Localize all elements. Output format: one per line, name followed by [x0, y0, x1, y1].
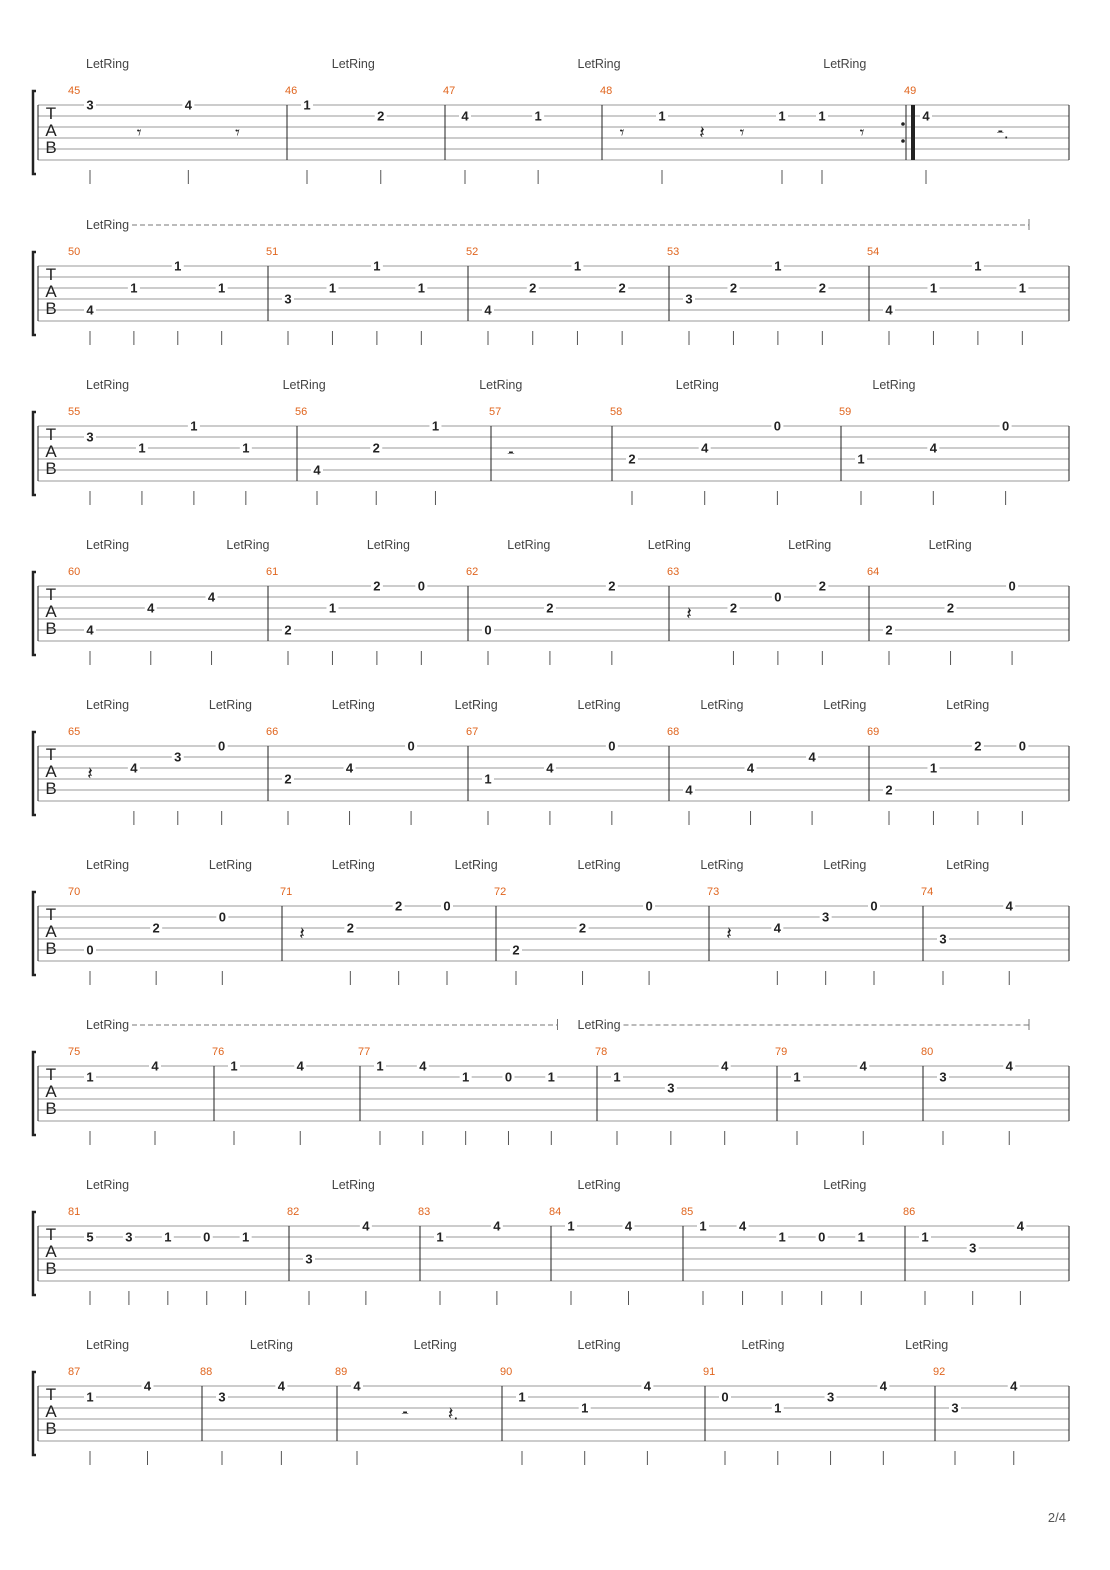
measure-number: 75: [68, 1046, 81, 1058]
measure-number: 56: [295, 406, 308, 418]
rest-symbol: 𝄽: [87, 763, 93, 784]
fret-number: 2: [885, 622, 893, 638]
fret-number: 0: [218, 909, 226, 925]
measure-number: 51: [266, 246, 279, 258]
fret-number: 1: [417, 280, 425, 296]
let-ring-label: LetRing: [788, 538, 832, 552]
fret-number: 4: [929, 440, 937, 456]
rest-symbol: 𝄽: [726, 923, 732, 944]
fret-number: 2: [284, 622, 292, 638]
fret-number: 3: [86, 97, 94, 113]
tab-clef-letter: T: [45, 905, 57, 924]
fret-number: 1: [174, 258, 182, 274]
let-ring-label: LetRing: [413, 1338, 457, 1352]
tab-clef-letter: T: [45, 745, 57, 764]
system-bracket: [33, 1212, 36, 1295]
fret-number: 2: [946, 600, 955, 616]
measure-number: 46: [285, 85, 298, 97]
let-ring-label: LetRing: [905, 1338, 949, 1352]
fret-number: 2: [618, 280, 626, 296]
tab-system: [33, 1018, 1069, 1145]
fret-number: 1: [462, 1069, 470, 1085]
measure-number: 85: [681, 1206, 694, 1218]
fret-number: 3: [939, 1069, 947, 1085]
let-ring-label: LetRing: [86, 218, 130, 232]
fret-number: 2: [373, 578, 381, 594]
rest-symbol: 𝄼: [401, 1403, 409, 1424]
measure-number: 78: [595, 1046, 608, 1058]
repeat-end-barline: [911, 105, 915, 160]
fret-number: 1: [242, 1229, 250, 1245]
let-ring-label: LetRing: [507, 538, 551, 552]
let-ring-label: LetRing: [454, 858, 498, 872]
measure-number: 88: [200, 1366, 213, 1378]
tab-clef-letter: A: [45, 121, 57, 140]
let-ring-label: LetRing: [647, 538, 691, 552]
fret-number: 3: [667, 1080, 675, 1096]
let-ring-label: LetRing: [86, 57, 130, 71]
let-ring-label: LetRing: [577, 1338, 621, 1352]
measure-number: 70: [68, 886, 81, 898]
fret-number: 0: [1008, 578, 1016, 594]
fret-number: 4: [151, 1058, 159, 1074]
tab-clef-letter: T: [45, 265, 57, 284]
fret-number: 4: [353, 1378, 361, 1394]
measure-number: 81: [68, 1206, 81, 1218]
tab-system: [33, 858, 1069, 985]
tab-clef-letter: T: [45, 1225, 57, 1244]
measure-number: 69: [867, 726, 880, 738]
tab-clef-letter: A: [45, 1242, 57, 1261]
let-ring-label: LetRing: [86, 858, 130, 872]
tab-clef-letter: B: [45, 299, 57, 318]
fret-number: 1: [547, 1069, 555, 1085]
fret-number: 1: [974, 258, 982, 274]
measure-number: 71: [280, 886, 293, 898]
measure-number: 87: [68, 1366, 81, 1378]
tab-clef-letter: B: [45, 1259, 57, 1278]
fret-number: 1: [86, 1069, 94, 1085]
fret-number: 0: [818, 1229, 826, 1245]
system-bracket: [33, 572, 36, 655]
fret-number: 2: [395, 898, 403, 914]
fret-number: 2: [818, 280, 826, 296]
tab-clef-letter: T: [45, 1065, 57, 1084]
fret-number: 3: [305, 1251, 313, 1267]
rest-symbol: 𝄽: [299, 923, 305, 944]
rest-symbol: 𝄼.: [996, 122, 1009, 143]
measure-number: 79: [775, 1046, 788, 1058]
fret-number: 0: [1001, 418, 1010, 434]
let-ring-label: LetRing: [86, 1178, 130, 1192]
measure-number: 65: [68, 726, 81, 738]
fret-number: 4: [143, 1378, 152, 1394]
measure-number: 76: [212, 1046, 225, 1058]
fret-number: 4: [721, 1058, 729, 1074]
fret-number: 1: [1018, 280, 1026, 296]
system-bracket: [33, 732, 36, 815]
tab-system: [33, 698, 1069, 825]
let-ring-label: LetRing: [872, 378, 916, 392]
measure-number: 47: [443, 85, 456, 97]
fret-number: 4: [922, 108, 930, 124]
fret-number: 1: [929, 760, 938, 776]
fret-number: 4: [296, 1058, 304, 1074]
fret-number: 4: [643, 1378, 652, 1394]
fret-number: 1: [242, 440, 250, 456]
fret-number: 1: [86, 1389, 94, 1405]
fret-number: 4: [1010, 1378, 1018, 1394]
tab-system: [33, 57, 1069, 184]
let-ring-label: LetRing: [577, 57, 621, 71]
let-ring-label: LetRing: [331, 698, 375, 712]
fret-number: 4: [86, 302, 94, 318]
measure-number: 53: [667, 246, 680, 258]
rest-symbol: 𝄽: [686, 603, 692, 624]
measure-number: 52: [466, 246, 479, 258]
fret-number: 1: [431, 418, 440, 434]
let-ring-label: LetRing: [208, 858, 252, 872]
measure-number: 80: [921, 1046, 934, 1058]
fret-number: 0: [773, 418, 782, 434]
fret-number: 4: [1005, 1058, 1013, 1074]
fret-number: 1: [190, 418, 198, 434]
fret-number: 2: [512, 942, 520, 958]
fret-number: 2: [729, 280, 738, 296]
let-ring-label: LetRing: [249, 1338, 293, 1352]
fret-number: 4: [484, 302, 492, 318]
fret-number: 3: [822, 909, 830, 925]
fret-number: 3: [685, 291, 693, 307]
fret-number: 4: [701, 440, 709, 456]
let-ring-label: LetRing: [823, 57, 867, 71]
let-ring-label: LetRing: [208, 698, 252, 712]
let-ring-label: LetRing: [454, 698, 498, 712]
let-ring-label: LetRing: [331, 858, 375, 872]
fret-number: 0: [218, 738, 226, 754]
let-ring-label: LetRing: [577, 1178, 621, 1192]
let-ring-label: LetRing: [282, 378, 326, 392]
fret-number: 2: [372, 440, 380, 456]
fret-number: 4: [207, 589, 216, 605]
fret-number: 2: [377, 108, 385, 124]
fret-number: 4: [1016, 1218, 1025, 1234]
fret-number: 4: [147, 600, 155, 616]
fret-number: 1: [929, 280, 938, 296]
tab-system: [33, 538, 1069, 665]
fret-number: 1: [164, 1229, 172, 1245]
tab-system: [33, 378, 1069, 505]
measure-number: 73: [707, 886, 720, 898]
fret-number: 0: [774, 589, 782, 605]
fret-number: 1: [303, 97, 311, 113]
let-ring-label: LetRing: [479, 378, 523, 392]
fret-number: 1: [218, 280, 226, 296]
fret-number: 2: [974, 738, 982, 754]
let-ring-label: LetRing: [946, 858, 990, 872]
fret-number: 3: [218, 1389, 226, 1405]
let-ring-label: LetRing: [946, 698, 990, 712]
measure-number: 49: [904, 85, 917, 97]
fret-number: 2: [578, 920, 587, 936]
rest-symbol: 𝄾: [739, 122, 745, 143]
fret-number: 1: [857, 1229, 865, 1245]
fret-number: 1: [573, 258, 582, 274]
fret-number: 0: [721, 1389, 729, 1405]
tab-clef-letter: B: [45, 1099, 57, 1118]
measure-number: 84: [549, 1206, 562, 1218]
fret-number: 1: [328, 600, 337, 616]
tab-system: [33, 218, 1069, 345]
let-ring-label: LetRing: [577, 858, 621, 872]
measure-number: 90: [500, 1366, 513, 1378]
rest-symbol: 𝄾: [235, 122, 240, 143]
fret-number: 0: [504, 1069, 513, 1085]
fret-number: 5: [86, 1229, 94, 1245]
fret-number: 2: [729, 600, 738, 616]
fret-number: 0: [443, 898, 451, 914]
fret-number: 3: [826, 1389, 835, 1405]
fret-number: 3: [284, 291, 292, 307]
fret-number: 3: [125, 1229, 133, 1245]
rest-symbol: 𝄼: [507, 443, 515, 464]
tab-clef-letter: T: [45, 425, 57, 444]
measure-number: 89: [335, 1366, 348, 1378]
fret-number: 4: [624, 1218, 633, 1234]
tab-clef-letter: T: [45, 585, 57, 604]
system-bracket: [33, 412, 36, 495]
tab-clef-letter: A: [45, 442, 57, 461]
measure-number: 57: [489, 406, 502, 418]
fret-number: 4: [1005, 898, 1013, 914]
fret-number: 2: [818, 578, 826, 594]
measure-number: 60: [68, 566, 81, 578]
fret-number: 1: [778, 108, 786, 124]
fret-number: 0: [608, 738, 616, 754]
measure-number: 59: [839, 406, 852, 418]
fret-number: 0: [484, 622, 492, 638]
measure-number: 74: [921, 886, 934, 898]
measure-number: 48: [600, 85, 613, 97]
fret-number: 1: [793, 1069, 801, 1085]
fret-number: 1: [567, 1218, 575, 1234]
fret-number: 1: [774, 1400, 782, 1416]
fret-number: 4: [184, 97, 192, 113]
fret-number: 1: [130, 280, 138, 296]
tab-clef-letter: T: [45, 104, 57, 123]
fret-number: 2: [284, 771, 292, 787]
measure-number: 72: [494, 886, 507, 898]
fret-number: 1: [581, 1400, 589, 1416]
page-number: 2/4: [1047, 1510, 1066, 1525]
rest-symbol: 𝄾: [619, 122, 625, 143]
fret-number: 3: [86, 429, 94, 445]
tab-clef-letter: B: [45, 1419, 57, 1438]
measure-number: 66: [266, 726, 279, 738]
let-ring-label: LetRing: [86, 378, 130, 392]
tab-clef-letter: A: [45, 282, 57, 301]
system-bracket: [33, 91, 36, 174]
rest-symbol: 𝄽.: [447, 1403, 459, 1424]
let-ring-label: LetRing: [741, 1338, 785, 1352]
fret-number: 4: [362, 1218, 370, 1234]
fret-number: 1: [518, 1389, 526, 1405]
tab-clef-letter: B: [45, 779, 57, 798]
tab-system: [33, 1178, 1069, 1305]
let-ring-label: LetRing: [700, 858, 744, 872]
fret-number: 3: [951, 1400, 959, 1416]
fret-number: 0: [1018, 738, 1026, 754]
fret-number: 3: [939, 931, 947, 947]
fret-number: 3: [969, 1240, 977, 1256]
fret-number: 4: [461, 108, 469, 124]
measure-number: 58: [610, 406, 623, 418]
fret-number: 2: [346, 920, 354, 936]
let-ring-label: LetRing: [86, 1018, 130, 1032]
fret-number: 4: [879, 1378, 887, 1394]
fret-number: 0: [407, 738, 415, 754]
tab-clef-letter: A: [45, 602, 57, 621]
let-ring-label: LetRing: [331, 57, 375, 71]
fret-number: 0: [417, 578, 425, 594]
tab-clef-letter: A: [45, 1402, 57, 1421]
measure-number: 67: [466, 726, 479, 738]
fret-number: 0: [645, 898, 653, 914]
fret-number: 1: [774, 258, 782, 274]
fret-number: 4: [345, 760, 354, 776]
fret-number: 4: [773, 920, 781, 936]
fret-number: 1: [778, 1229, 786, 1245]
fret-number: 1: [818, 108, 826, 124]
let-ring-label: LetRing: [823, 1178, 867, 1192]
measure-number: 61: [266, 566, 279, 578]
fret-number: 4: [277, 1378, 285, 1394]
fret-number: 2: [529, 280, 537, 296]
measure-number: 91: [703, 1366, 716, 1378]
rest-symbol: 𝄽: [699, 122, 705, 143]
fret-number: 4: [419, 1058, 427, 1074]
let-ring-label: LetRing: [700, 698, 744, 712]
fret-number: 2: [885, 782, 893, 798]
fret-number: 2: [628, 451, 636, 467]
fret-number: 1: [921, 1229, 929, 1245]
measure-number: 54: [867, 246, 880, 258]
let-ring-label: LetRing: [823, 858, 867, 872]
fret-number: 1: [373, 258, 381, 274]
measure-number: 77: [358, 1046, 371, 1058]
measure-number: 82: [287, 1206, 300, 1218]
fret-number: 1: [376, 1058, 384, 1074]
fret-number: 1: [857, 451, 865, 467]
measure-number: 62: [466, 566, 479, 578]
fret-number: 4: [493, 1218, 501, 1234]
fret-number: 4: [130, 760, 138, 776]
let-ring-label: LetRing: [577, 1018, 621, 1032]
let-ring-label: LetRing: [86, 538, 130, 552]
fret-number: 1: [230, 1058, 238, 1074]
fret-number: 4: [738, 1218, 747, 1234]
tab-clef-letter: B: [45, 459, 57, 478]
fret-number: 4: [859, 1058, 867, 1074]
fret-number: 1: [658, 108, 666, 124]
let-ring-label: LetRing: [577, 698, 621, 712]
tab-system: [33, 1338, 1069, 1465]
let-ring-label: LetRing: [331, 1178, 375, 1192]
let-ring-label: LetRing: [675, 378, 719, 392]
measure-number: 86: [903, 1206, 916, 1218]
let-ring-label: LetRing: [366, 538, 410, 552]
fret-number: 3: [174, 749, 182, 765]
let-ring-label: LetRing: [86, 698, 130, 712]
tab-clef-letter: B: [45, 939, 57, 958]
measure-number: 83: [418, 1206, 431, 1218]
fret-number: 4: [746, 760, 755, 776]
fret-number: 0: [870, 898, 878, 914]
fret-number: 1: [534, 108, 542, 124]
tab-clef-letter: A: [45, 1082, 57, 1101]
system-bracket: [33, 1052, 36, 1135]
fret-number: 1: [484, 771, 492, 787]
measure-number: 68: [667, 726, 680, 738]
tab-clef-letter: A: [45, 922, 57, 941]
fret-number: 2: [546, 600, 554, 616]
system-bracket: [33, 1372, 36, 1455]
measure-number: 63: [667, 566, 680, 578]
let-ring-label: LetRing: [823, 698, 867, 712]
measure-number: 55: [68, 406, 81, 418]
fret-number: 1: [699, 1218, 707, 1234]
measure-number: 45: [68, 85, 81, 97]
fret-number: 1: [436, 1229, 444, 1245]
tab-clef-letter: T: [45, 1385, 57, 1404]
repeat-dot: [901, 122, 905, 126]
measure-number: 92: [933, 1366, 946, 1378]
fret-number: 4: [86, 622, 94, 638]
let-ring-label: LetRing: [86, 1338, 130, 1352]
fret-number: 2: [152, 920, 160, 936]
fret-number: 0: [86, 942, 94, 958]
fret-number: 1: [613, 1069, 621, 1085]
measure-number: 50: [68, 246, 81, 258]
fret-number: 0: [203, 1229, 211, 1245]
fret-number: 4: [313, 462, 321, 478]
tab-clef-letter: B: [45, 138, 57, 157]
fret-number: 4: [685, 782, 693, 798]
rest-symbol: 𝄾: [859, 122, 865, 143]
system-bracket: [33, 252, 36, 335]
rest-symbol: 𝄾: [136, 122, 142, 143]
let-ring-label: LetRing: [226, 538, 270, 552]
measure-number: 64: [867, 566, 880, 578]
fret-number: 4: [546, 760, 554, 776]
fret-number: 4: [808, 749, 816, 765]
let-ring-label: LetRing: [928, 538, 972, 552]
system-bracket: [33, 892, 36, 975]
repeat-dot: [901, 139, 905, 143]
fret-number: 2: [608, 578, 616, 594]
tab-clef-letter: A: [45, 762, 57, 781]
fret-number: 1: [328, 280, 337, 296]
fret-number: 4: [885, 302, 893, 318]
tab-clef-letter: B: [45, 619, 57, 638]
fret-number: 1: [138, 440, 146, 456]
